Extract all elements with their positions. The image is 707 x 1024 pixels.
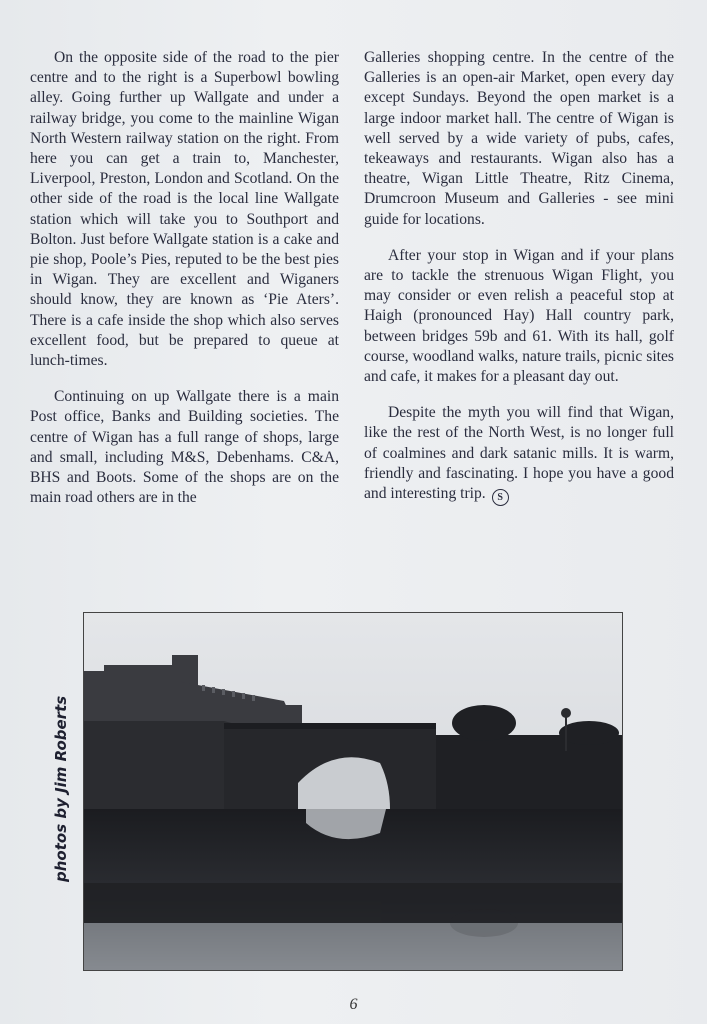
paragraph-text: Despite the myth you will find that Wigan, like the rest of the North West, is no longer full of coalmines and dark satanic mills. It is warm, friendly and fascinating. I hope you have a good and interesting trip. bbox=[364, 404, 674, 503]
end-mark-icon: S bbox=[492, 489, 509, 506]
photo-credit: photos by Jim Roberts bbox=[52, 695, 70, 882]
canal-bridge-photo bbox=[83, 612, 623, 971]
paragraph: On the opposite side of the road to the pier centre and to the right is a Superbowl bowling alley. Going further up Wallgate and under a railway bridge, you come to the mainline Wigan North Western railway station on the right. From here you can get a train to, Manchester, Liverpool, Preston, London and Scotland. On the other side of the road is the local line Wallgate station which will take you to Southport and Bolton. Just before Wallgate station is a cake and pie shop, Poole’s Pies, reputed to be the best pies in Wigan. They are excellent and Wiganers should know, they are known as ‘Pie Aters’. There is a cafe inside the shop which also serves excellent food, but be prepared to queue at lunch-times. bbox=[30, 49, 339, 370]
photo-illustration bbox=[84, 613, 622, 970]
paragraph: Galleries shopping centre. In the centre of the Galleries is an open-air Market, open every day except Sundays. Beyond the open market is a large indoor market hall. The centre of Wigan is well served by a wide variety of pubs, cafes, tekeaways and restaurants. Wigan also has a theatre, Wigan Little Theatre, Ritz Cinema, Drumcroon Museum and Galleries - see mini guide for locations. bbox=[364, 49, 674, 228]
paragraph: After your stop in Wigan and if your plans are to tackle the strenuous Wigan Flight, you may consider or even relish a peaceful stop at Haigh (pronounced Hay) Hall country park, between bridges 59b and 61. With its hall, golf course, woodland walks, nature trails, picnic sites and cafe, it makes for a pleasant day out. bbox=[364, 246, 674, 386]
paragraph: Continuing on up Wallgate there is a main Post office, Banks and Building societies. The centre of Wigan has a full range of shops, large and small, including M&S, Debenhams. C&A, BHS and Boots. Some of the shops are on the main road others are in the bbox=[30, 388, 339, 507]
left-column bbox=[30, 48, 339, 524]
final-paragraph bbox=[364, 403, 674, 506]
page-number: 6 bbox=[349, 996, 358, 1013]
right-column bbox=[364, 48, 674, 522]
bridge bbox=[224, 723, 436, 809]
